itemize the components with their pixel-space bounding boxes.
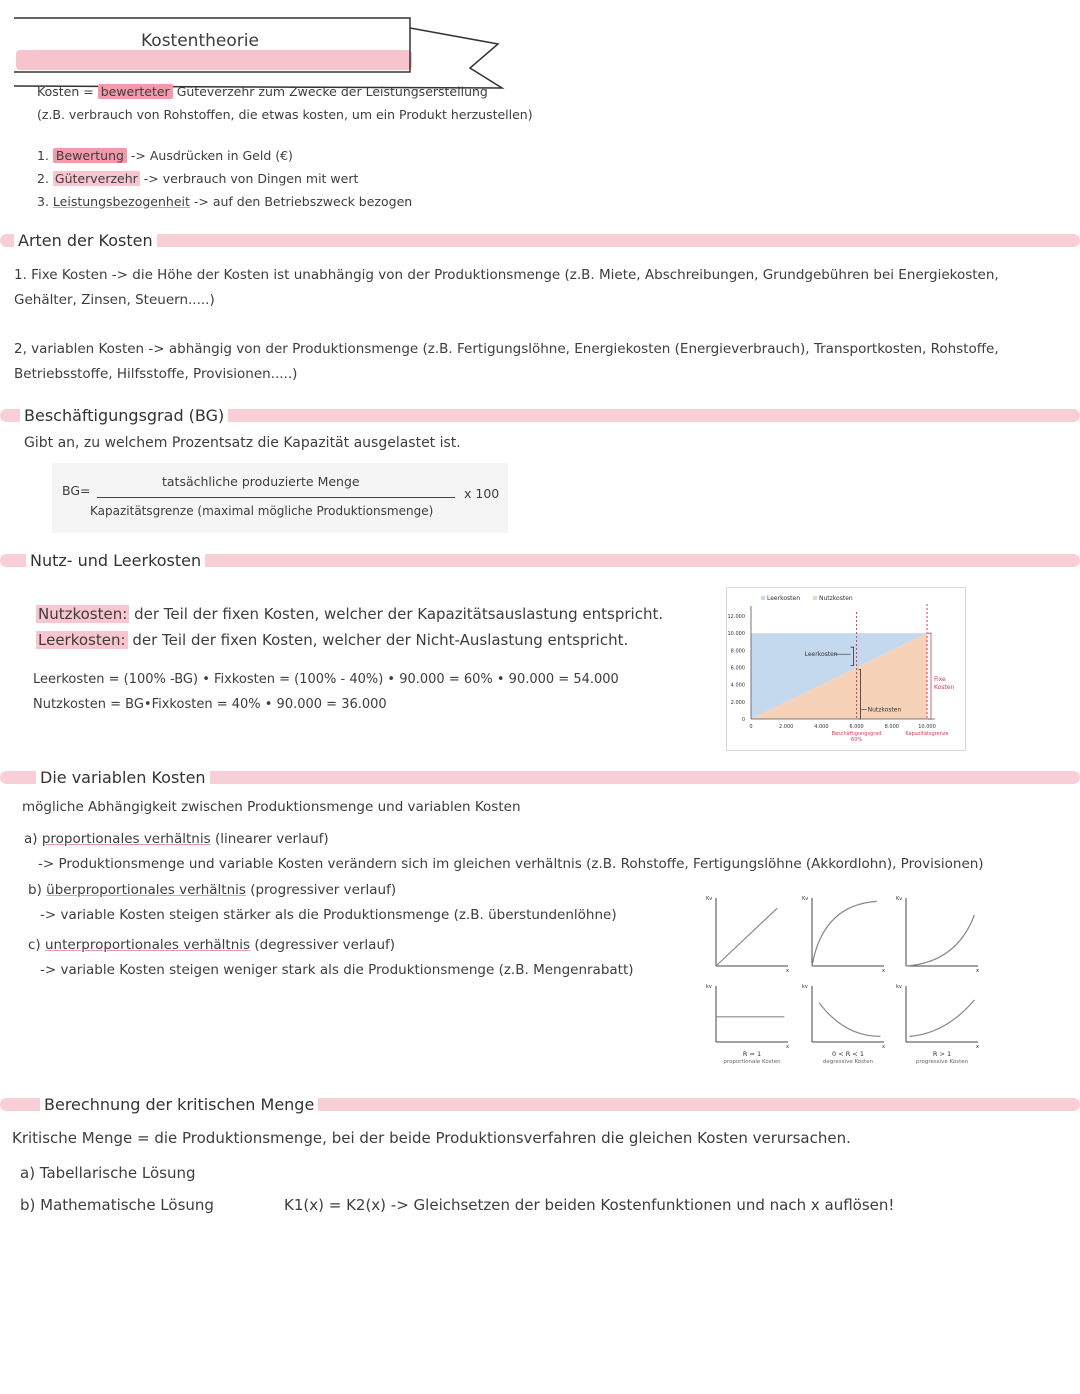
- case-a-explanation: -> Produktionsmenge und variable Kosten verändern sich im gleichen verhältnis (z.B. Rohstoffe, Fertigungslöhne (Akkordlohn), Provisionen): [38, 856, 984, 872]
- mini-unit-curve: [910, 1000, 975, 1036]
- fixed-costs-line-1: 1. Fixe Kosten -> die Höhe der Kosten ist unabhängig von der Produktionsmenge (z.B. Miete, Abschreibungen, Grundgebühren bei Energiekosten,: [14, 267, 999, 283]
- case-a: [24, 831, 329, 847]
- section-heading-kritisch: Berechnung der kritischen Menge: [40, 1095, 318, 1114]
- list-rest: -> Ausdrücken in Geld (€): [130, 148, 293, 163]
- mini-caption: proportionale Kosten: [723, 1059, 781, 1065]
- variable-description: mögliche Abhängigkeit zwischen Produktionsmenge und variablen Kosten: [22, 799, 521, 815]
- x-tick-label: 0: [749, 724, 753, 730]
- variable-costs-line-2: Betriebsstoffe, Hilfsstoffe, Provisionen.....): [14, 366, 298, 382]
- bg-factor: x 100: [464, 486, 500, 501]
- variable-cost-curves: [700, 890, 990, 1082]
- case-c: [28, 937, 395, 953]
- mini-caption: degressive Kosten: [822, 1059, 874, 1065]
- mini-x-label: x: [882, 968, 885, 974]
- definition-prefix: Kosten =: [37, 84, 94, 99]
- section-heading-bg: Beschäftigungsgrad (BG): [20, 406, 228, 425]
- case-b-explanation: -> variable Kosten steigen stärker als die Produktionsmenge (z.B. überstundenlöhne): [40, 907, 617, 923]
- fixed-costs-label: Fixe: [934, 676, 946, 684]
- legend-swatch-nutzkosten: [813, 596, 817, 600]
- case-label: b): [28, 882, 42, 898]
- x-tick-label: 2.000: [779, 724, 794, 730]
- bg-denominator: Kapazitätsgrenze (maximal mögliche Produktionsmenge): [90, 504, 434, 518]
- list-item: [37, 171, 358, 186]
- x-tick-label: 10.000: [918, 724, 936, 730]
- nutzkosten-formula: Nutzkosten = BG•Fixkosten = 40% • 90.000 = 36.000: [33, 697, 387, 712]
- bg-axis-label: Beschäftigungsgrad: [831, 731, 882, 737]
- mini-x-label: x: [786, 968, 789, 974]
- page-title: Kostentheorie: [141, 31, 259, 51]
- leerkosten-term: Leerkosten:: [38, 631, 126, 649]
- case-term: proportionales verhältnis: [41, 831, 211, 847]
- case-rest: (progressiver verlauf): [250, 882, 397, 898]
- list-rest: -> auf den Betriebszweck bezogen: [193, 194, 413, 209]
- legend-swatch-leerkosten: [761, 596, 765, 600]
- list-item: [37, 194, 412, 209]
- leerkosten-rest: der Teil der fixen Kosten, welcher der Nicht-Auslastung entspricht.: [132, 631, 629, 649]
- section-heading-nutz: Nutz- und Leerkosten: [26, 551, 205, 570]
- bg-axis-value: 60%: [851, 737, 863, 743]
- mini-x-label: x: [882, 1044, 885, 1050]
- leerkosten-definition: [36, 631, 628, 649]
- case-label: a): [24, 831, 38, 847]
- leerkosten-annotation: Leerkosten: [804, 651, 838, 659]
- definition-line-1: [37, 84, 488, 99]
- case-c-explanation: -> variable Kosten steigen weniger stark als die Produktionsmenge (z.B. Mengenrabatt): [40, 962, 634, 978]
- section-heading-arten: Arten der Kosten: [14, 231, 157, 250]
- x-tick-label: 6.000: [849, 724, 864, 730]
- nutzkosten-rest: der Teil der fixen Kosten, welcher der Kapazitätsauslastung entspricht.: [134, 605, 664, 623]
- y-tick-label: 6.000: [730, 665, 745, 672]
- y-tick-label: 8.000: [730, 648, 745, 655]
- legend-label: Nutzkosten: [819, 595, 853, 602]
- fraction-line: [97, 497, 455, 498]
- mini-total-curve: [906, 915, 974, 966]
- mathematische-loesung: b) Mathematische Lösung: [20, 1196, 214, 1214]
- bg-description: Gibt an, zu welchem Prozentsatz die Kapazität ausgelastet ist.: [24, 435, 461, 451]
- mini-unit-curve: [819, 1003, 880, 1037]
- definition-line-2: (z.B. verbrauch von Rohstoffen, die etwas kosten, um ein Produkt herzustellen): [37, 107, 533, 122]
- fixed-costs-chart: [726, 587, 966, 751]
- fixed-costs-bracket: [928, 633, 931, 719]
- leerkosten-formula: Leerkosten = (100% -BG) • Fixkosten = (100% - 40%) • 90.000 = 60% • 90.000 = 54.000: [33, 672, 619, 687]
- mini-r-label: R > 1: [932, 1050, 952, 1058]
- mini-total-curve: [716, 908, 777, 966]
- list-number: 2.: [37, 171, 49, 186]
- case-label: c): [28, 937, 41, 953]
- capacity-label: Kapazitätsgrenze: [905, 731, 949, 737]
- y-tick-label: 2.000: [730, 699, 745, 706]
- case-term: überproportionales verhältnis: [46, 882, 246, 898]
- list-rest: -> verbrauch von Dingen mit wert: [143, 171, 359, 186]
- bg-numerator: tatsächliche produzierte Menge: [162, 474, 360, 489]
- legend-label: Leerkosten: [767, 595, 800, 602]
- mini-y-label: Kv: [802, 896, 809, 902]
- mini-r-label: R = 1: [742, 1050, 762, 1058]
- case-b: [28, 882, 396, 898]
- mini-y-label: kv: [706, 984, 712, 990]
- mini-x-label: x: [976, 1044, 979, 1050]
- definition-rest: Güteverzehr zum Zwecke der Leistungserstellung: [176, 84, 488, 99]
- mini-y-label: Kv: [896, 896, 903, 902]
- y-tick-label: 10.000: [727, 631, 745, 638]
- list-term: Leistungsbezogenheit: [52, 194, 190, 209]
- fixed-costs-line-2: Gehälter, Zinsen, Steuern.....): [14, 292, 215, 308]
- bg-label: BG=: [62, 483, 91, 498]
- list-term: Güterverzehr: [54, 171, 138, 186]
- section-band: [0, 234, 1080, 247]
- kritische-menge-formula: K1(x) = K2(x) -> Gleichsetzen der beiden Kostenfunktionen und nach x auflösen!: [284, 1196, 895, 1214]
- case-rest: (linearer verlauf): [214, 831, 329, 847]
- y-tick-label: 0: [741, 717, 745, 723]
- kritische-menge-definition: Kritische Menge = die Produktionsmenge, bei der beide Produktionsverfahren die gleichen Kosten verursachen.: [12, 1129, 851, 1147]
- y-tick-label: 12.000: [727, 614, 745, 620]
- tabellarische-loesung: a) Tabellarische Lösung: [20, 1164, 196, 1182]
- mini-caption: progressive Kosten: [915, 1059, 969, 1065]
- mini-x-label: x: [976, 968, 979, 974]
- list-term: Bewertung: [53, 148, 127, 163]
- case-term: unterproportionales verhältnis: [45, 937, 251, 953]
- definition-highlight: bewerteter: [98, 84, 173, 99]
- fixed-costs-label: Kosten: [934, 684, 955, 692]
- mini-y-label: kv: [802, 984, 808, 990]
- mini-x-label: x: [786, 1044, 789, 1050]
- list-item: [37, 148, 293, 163]
- mini-y-label: Kv: [706, 896, 713, 902]
- section-heading-variable: Die variablen Kosten: [36, 768, 210, 787]
- list-number: 3.: [37, 194, 49, 209]
- nutzkosten-term: Nutzkosten:: [38, 605, 128, 623]
- x-tick-label: 8.000: [884, 724, 899, 730]
- y-tick-label: 4.000: [730, 682, 745, 689]
- mini-r-label: 0 < R < 1: [832, 1050, 864, 1058]
- list-number: 1.: [37, 148, 49, 163]
- nutzkosten-annotation: Nutzkosten: [867, 706, 902, 714]
- x-tick-label: 4.000: [814, 724, 829, 730]
- nutzkosten-definition: [36, 605, 663, 623]
- mini-total-curve: [812, 901, 877, 966]
- variable-costs-line-1: 2, variablen Kosten -> abhängig von der Produktionsmenge (z.B. Fertigungslöhne, Energiekosten (Energieverbrauch), Transportkosten, Rohstoffe,: [14, 341, 999, 357]
- case-rest: (degressiver verlauf): [254, 937, 396, 953]
- mini-y-label: kv: [896, 984, 902, 990]
